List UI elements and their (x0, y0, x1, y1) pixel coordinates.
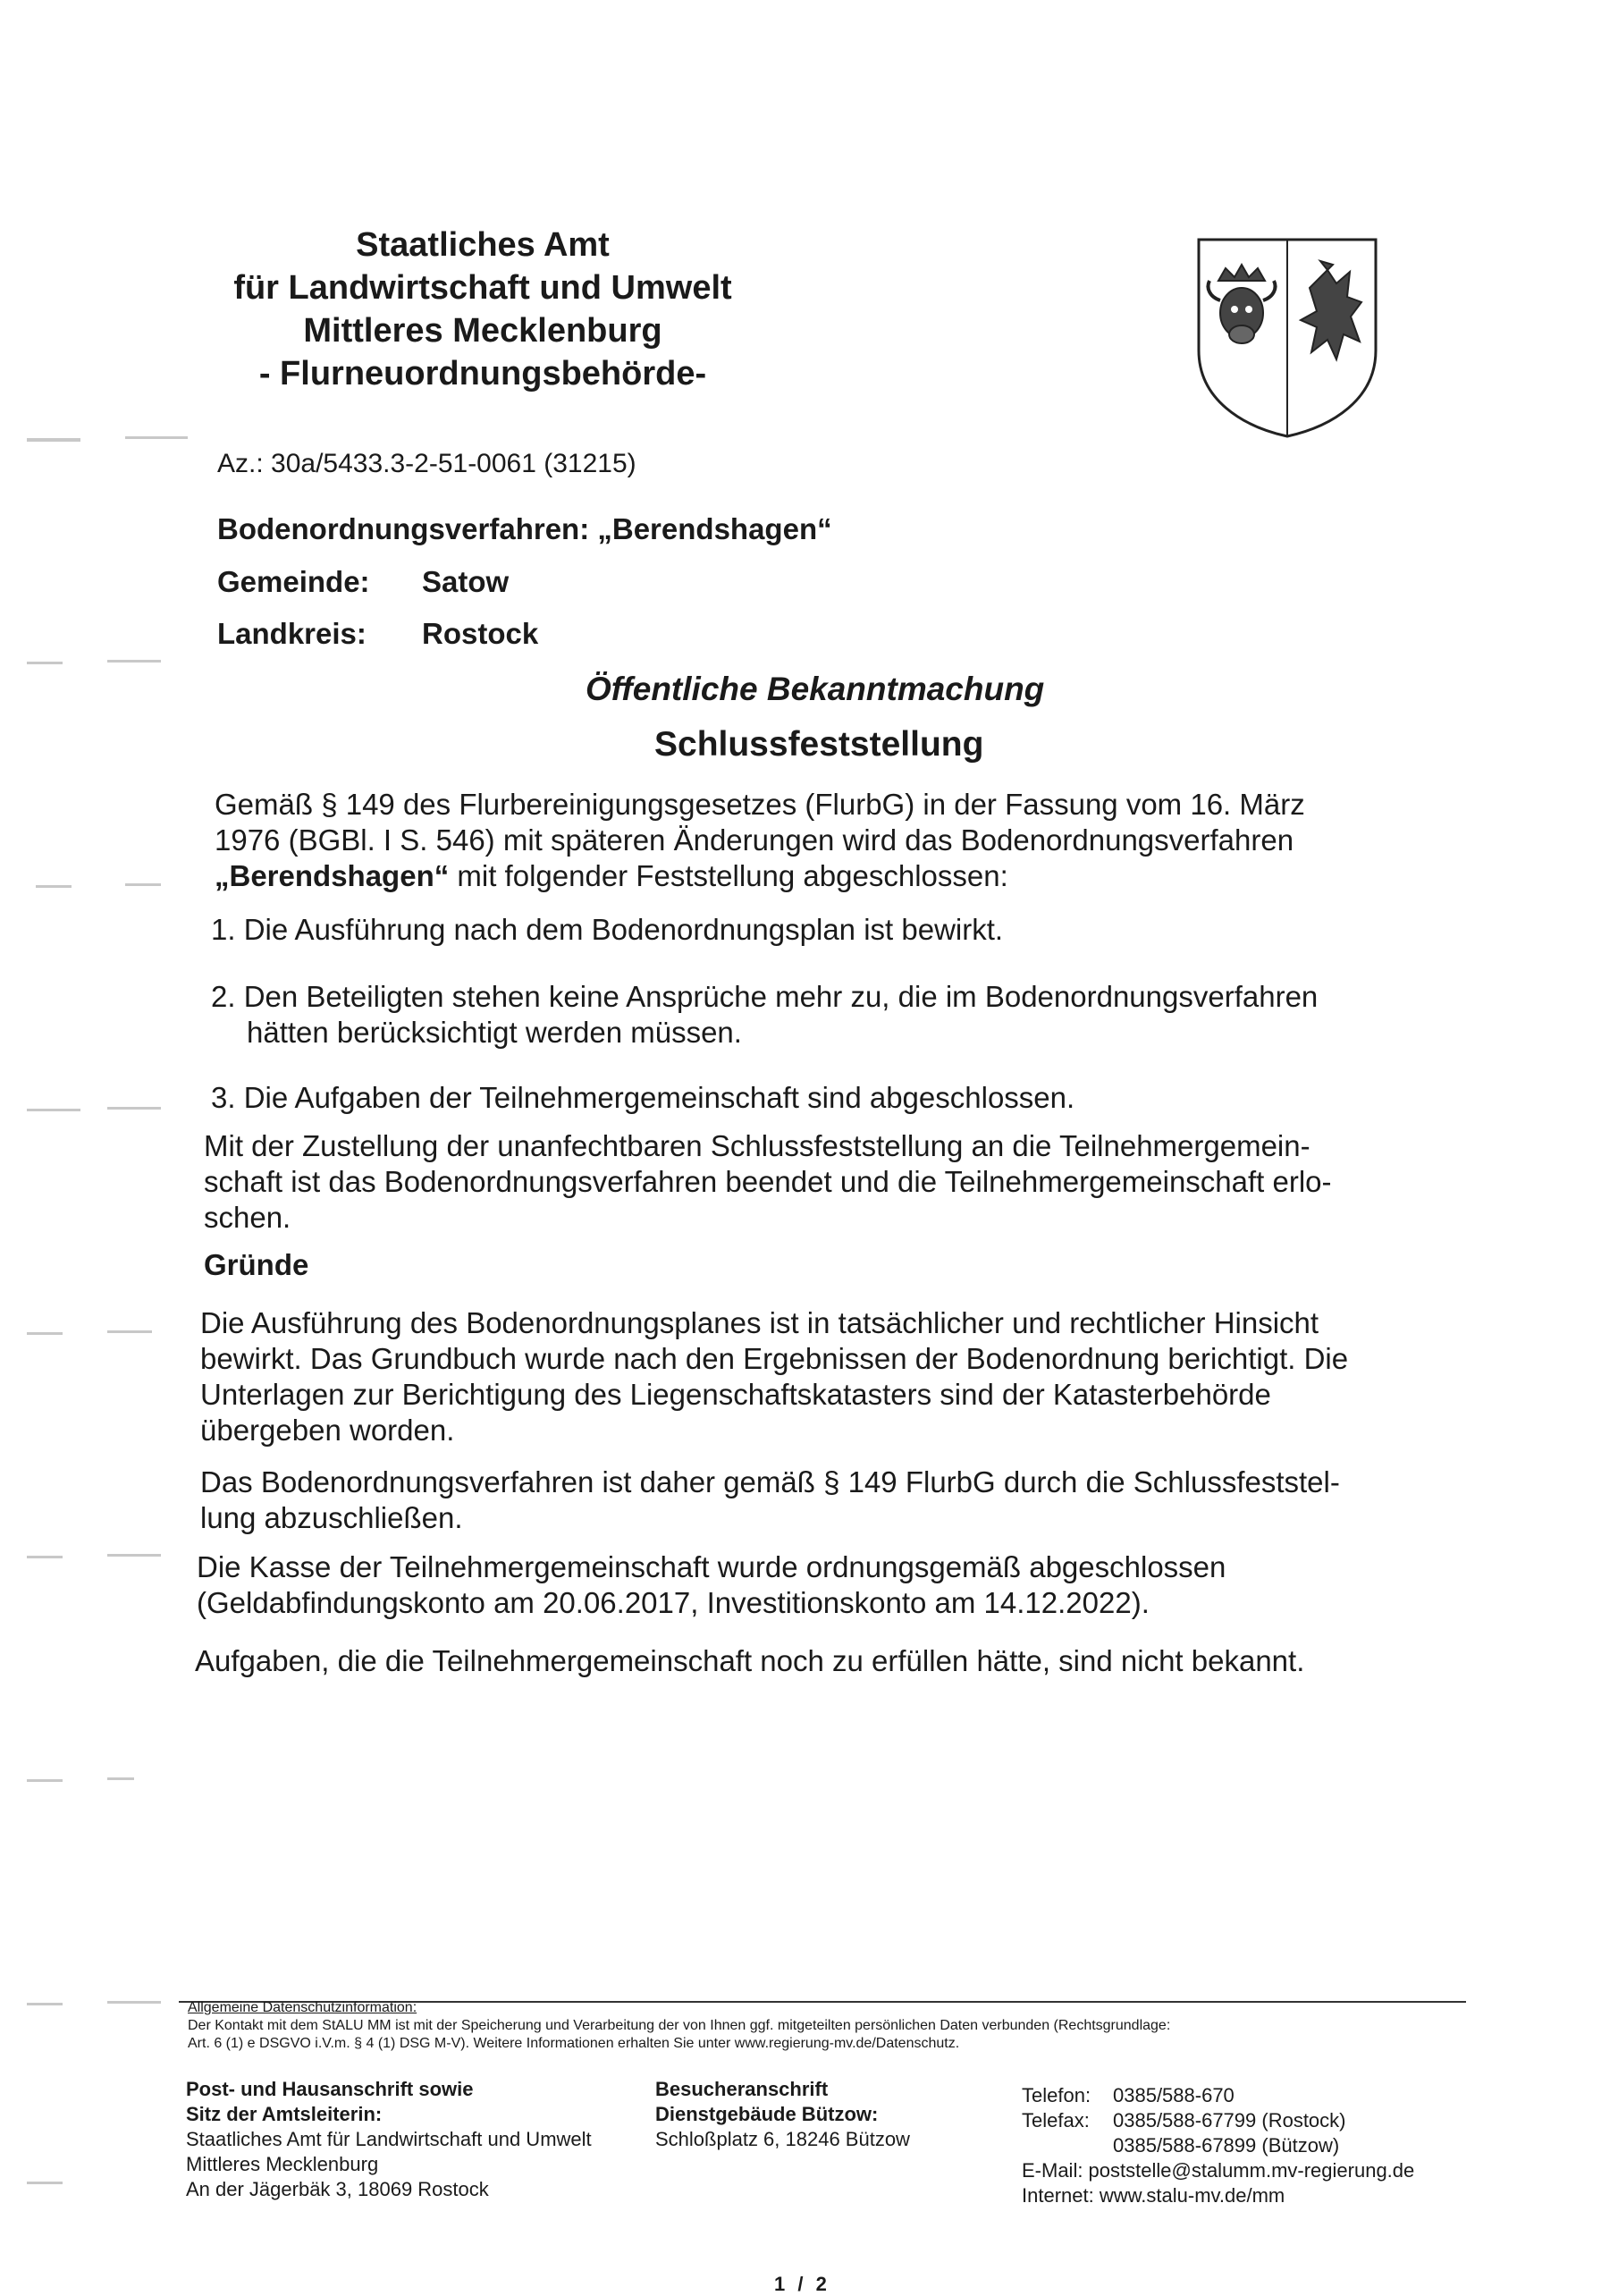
authority-name (232, 224, 733, 395)
phone-label: Telefon: (1022, 2084, 1091, 2106)
authority-line-3: Mittleres Mecklenburg (303, 312, 662, 350)
reasons-p1-line-3: Unterlagen zur Berichtigung des Liegenschaftskatasters sind der Katasterbehörde (200, 1378, 1271, 1411)
page-number: 1 / 2 (774, 2273, 830, 2295)
reasons-p2-line-1: Das Bodenordnungsverfahren ist daher gemäß § 149 FlurbG durch die Schlussfeststel- (200, 1465, 1340, 1498)
reasons-p1-line-1: Die Ausführung des Bodenordnungsplanes ist in tatsächlicher und rechtlicher Hinsicht (200, 1306, 1319, 1339)
scan-artifacts (0, 0, 215, 2293)
reasons-paragraph-3 (197, 1549, 1475, 1621)
fax-label: Telefax: (1022, 2109, 1090, 2131)
authority-line-4: - Flurneuordnungsbehörde- (258, 355, 707, 393)
visitor-heading-2: Dienstgebäude Bützow: (655, 2103, 879, 2125)
procedure-label (217, 512, 832, 546)
item-2 (211, 979, 1318, 1051)
internet-line: Internet: www.stalu-mv.de/mm (1022, 2184, 1285, 2207)
closing-line-2: schaft ist das Bodenordnungsverfahren beendet und die Teilnehmergemeinschaft erlo- (204, 1165, 1332, 1198)
notice-subtitle: Öffentliche Bekanntmachung (586, 671, 1045, 707)
privacy-line-2: Art. 6 (1) e DSGVO i.V.m. § 4 (1) DSG M-V). Weitere Informationen erhalten Sie unter www.regierung-mv.de/Datenschutz. (188, 2036, 960, 2051)
privacy-heading: Allgemeine Datenschutzinformation: (188, 2000, 417, 2015)
reasons-paragraph-1 (200, 1305, 1479, 1448)
procedure-label-text: Bodenordnungsverfahren: (217, 512, 590, 545)
phone-row (1022, 2083, 1451, 2108)
phone-value: 0385/588-670 (1113, 2084, 1235, 2106)
fax-row-2 (1022, 2133, 1451, 2158)
item-2-line-2: hätten berücksichtigt werden müssen. (247, 1016, 742, 1049)
intro-procedure-name: „Berendshagen“ (215, 859, 450, 892)
intro-line-2: 1976 (BGBl. I S. 546) mit späteren Änderungen wird das Bodenordnungsverfahren (215, 823, 1294, 857)
postal-heading-1: Post- und Hausanschrift sowie (186, 2078, 474, 2100)
visitor-heading-1: Besucheranschrift (655, 2078, 829, 2100)
intro-line-3-rest: mit folgender Feststellung abgeschlossen: (449, 859, 1008, 892)
closing-paragraph (204, 1128, 1473, 1236)
fax-value-2: 0385/588-67899 (Bützow) (1113, 2134, 1340, 2157)
gemeinde-value: Satow (422, 565, 510, 598)
footer-visitor-address (655, 2077, 910, 2152)
postal-heading-2: Sitz der Amtsleiterin: (186, 2103, 383, 2125)
fax-row (1022, 2108, 1451, 2133)
reference-number: Az.: 30a/5433.3-2-51-0061 (31215) (217, 449, 636, 478)
postal-line-1: Staatliches Amt für Landwirtschaft und Umwelt (186, 2128, 592, 2150)
reasons-p2-line-2: lung abzuschließen. (200, 1501, 463, 1534)
item-3: 3. Die Aufgaben der Teilnehmergemeinschaft sind abgeschlossen. (211, 1081, 1075, 1114)
closing-line-1: Mit der Zustellung der unanfechtbaren Schlussfeststellung an die Teilnehmergemein- (204, 1129, 1310, 1162)
reasons-paragraph-2 (200, 1465, 1479, 1536)
intro-line-1: Gemäß § 149 des Flurbereinigungsgesetzes (FlurbG) in der Fassung vom 16. März (215, 788, 1305, 821)
privacy-info (188, 1999, 1466, 2053)
authority-line-2: für Landwirtschaft und Umwelt (233, 269, 732, 307)
fax-value-1: 0385/588-67799 (Rostock) (1113, 2109, 1346, 2131)
reasons-p1-line-4: übergeben worden. (200, 1414, 455, 1447)
gemeinde-label: Gemeinde: (217, 565, 370, 598)
closing-line-3: schen. (204, 1201, 291, 1234)
landkreis-value: Rostock (422, 617, 539, 650)
item-2-line-1: 2. Den Beteiligten stehen keine Ansprüche mehr zu, die im Bodenordnungsverfahren (211, 980, 1319, 1013)
item-1: 1. Die Ausführung nach dem Bodenordnungsplan ist bewirkt. (211, 913, 1004, 946)
visitor-line-1: Schloßplatz 6, 18246 Bützow (655, 2128, 910, 2150)
notice-title: Schlussfeststellung (654, 725, 984, 764)
reasons-p1-line-2: bewirkt. Das Grundbuch wurde nach den Ergebnissen der Bodenordnung berichtigt. Die (200, 1342, 1349, 1375)
postal-line-3: An der Jägerbäk 3, 18069 Rostock (186, 2178, 489, 2200)
intro-line-3 (215, 858, 1466, 894)
authority-line-1: Staatliches Amt (356, 226, 610, 264)
reasons-heading: Gründe (204, 1248, 309, 1281)
email-line: E-Mail: poststelle@stalumm.mv-regierung.de (1022, 2159, 1415, 2182)
reasons-paragraph-4: Aufgaben, die die Teilnehmergemeinschaft noch zu erfüllen hätte, sind nicht bekannt. (195, 1644, 1305, 1677)
landkreis-label: Landkreis: (217, 617, 367, 650)
coat-of-arms-icon (1193, 234, 1381, 440)
reasons-p3-line-1: Die Kasse der Teilnehmergemeinschaft wurde ordnungsgemäß abgeschlossen (197, 1550, 1226, 1583)
footer-postal-address (186, 2077, 592, 2202)
procedure-name: „Berendshagen“ (597, 512, 832, 545)
reasons-p3-line-2: (Geldabfindungskonto am 20.06.2017, Investitionskonto am 14.12.2022). (197, 1586, 1150, 1619)
privacy-line-1: Der Kontakt mit dem StALU MM ist mit der Speicherung und Verarbeitung der von Ihnen ggf. mitgeteilten persönlichen Daten verbunden (Rechtsgrundlage: (188, 2018, 1171, 2033)
intro-paragraph (215, 787, 1466, 894)
postal-line-2: Mittleres Mecklenburg (186, 2153, 379, 2175)
footer-contact (1022, 2083, 1451, 2208)
